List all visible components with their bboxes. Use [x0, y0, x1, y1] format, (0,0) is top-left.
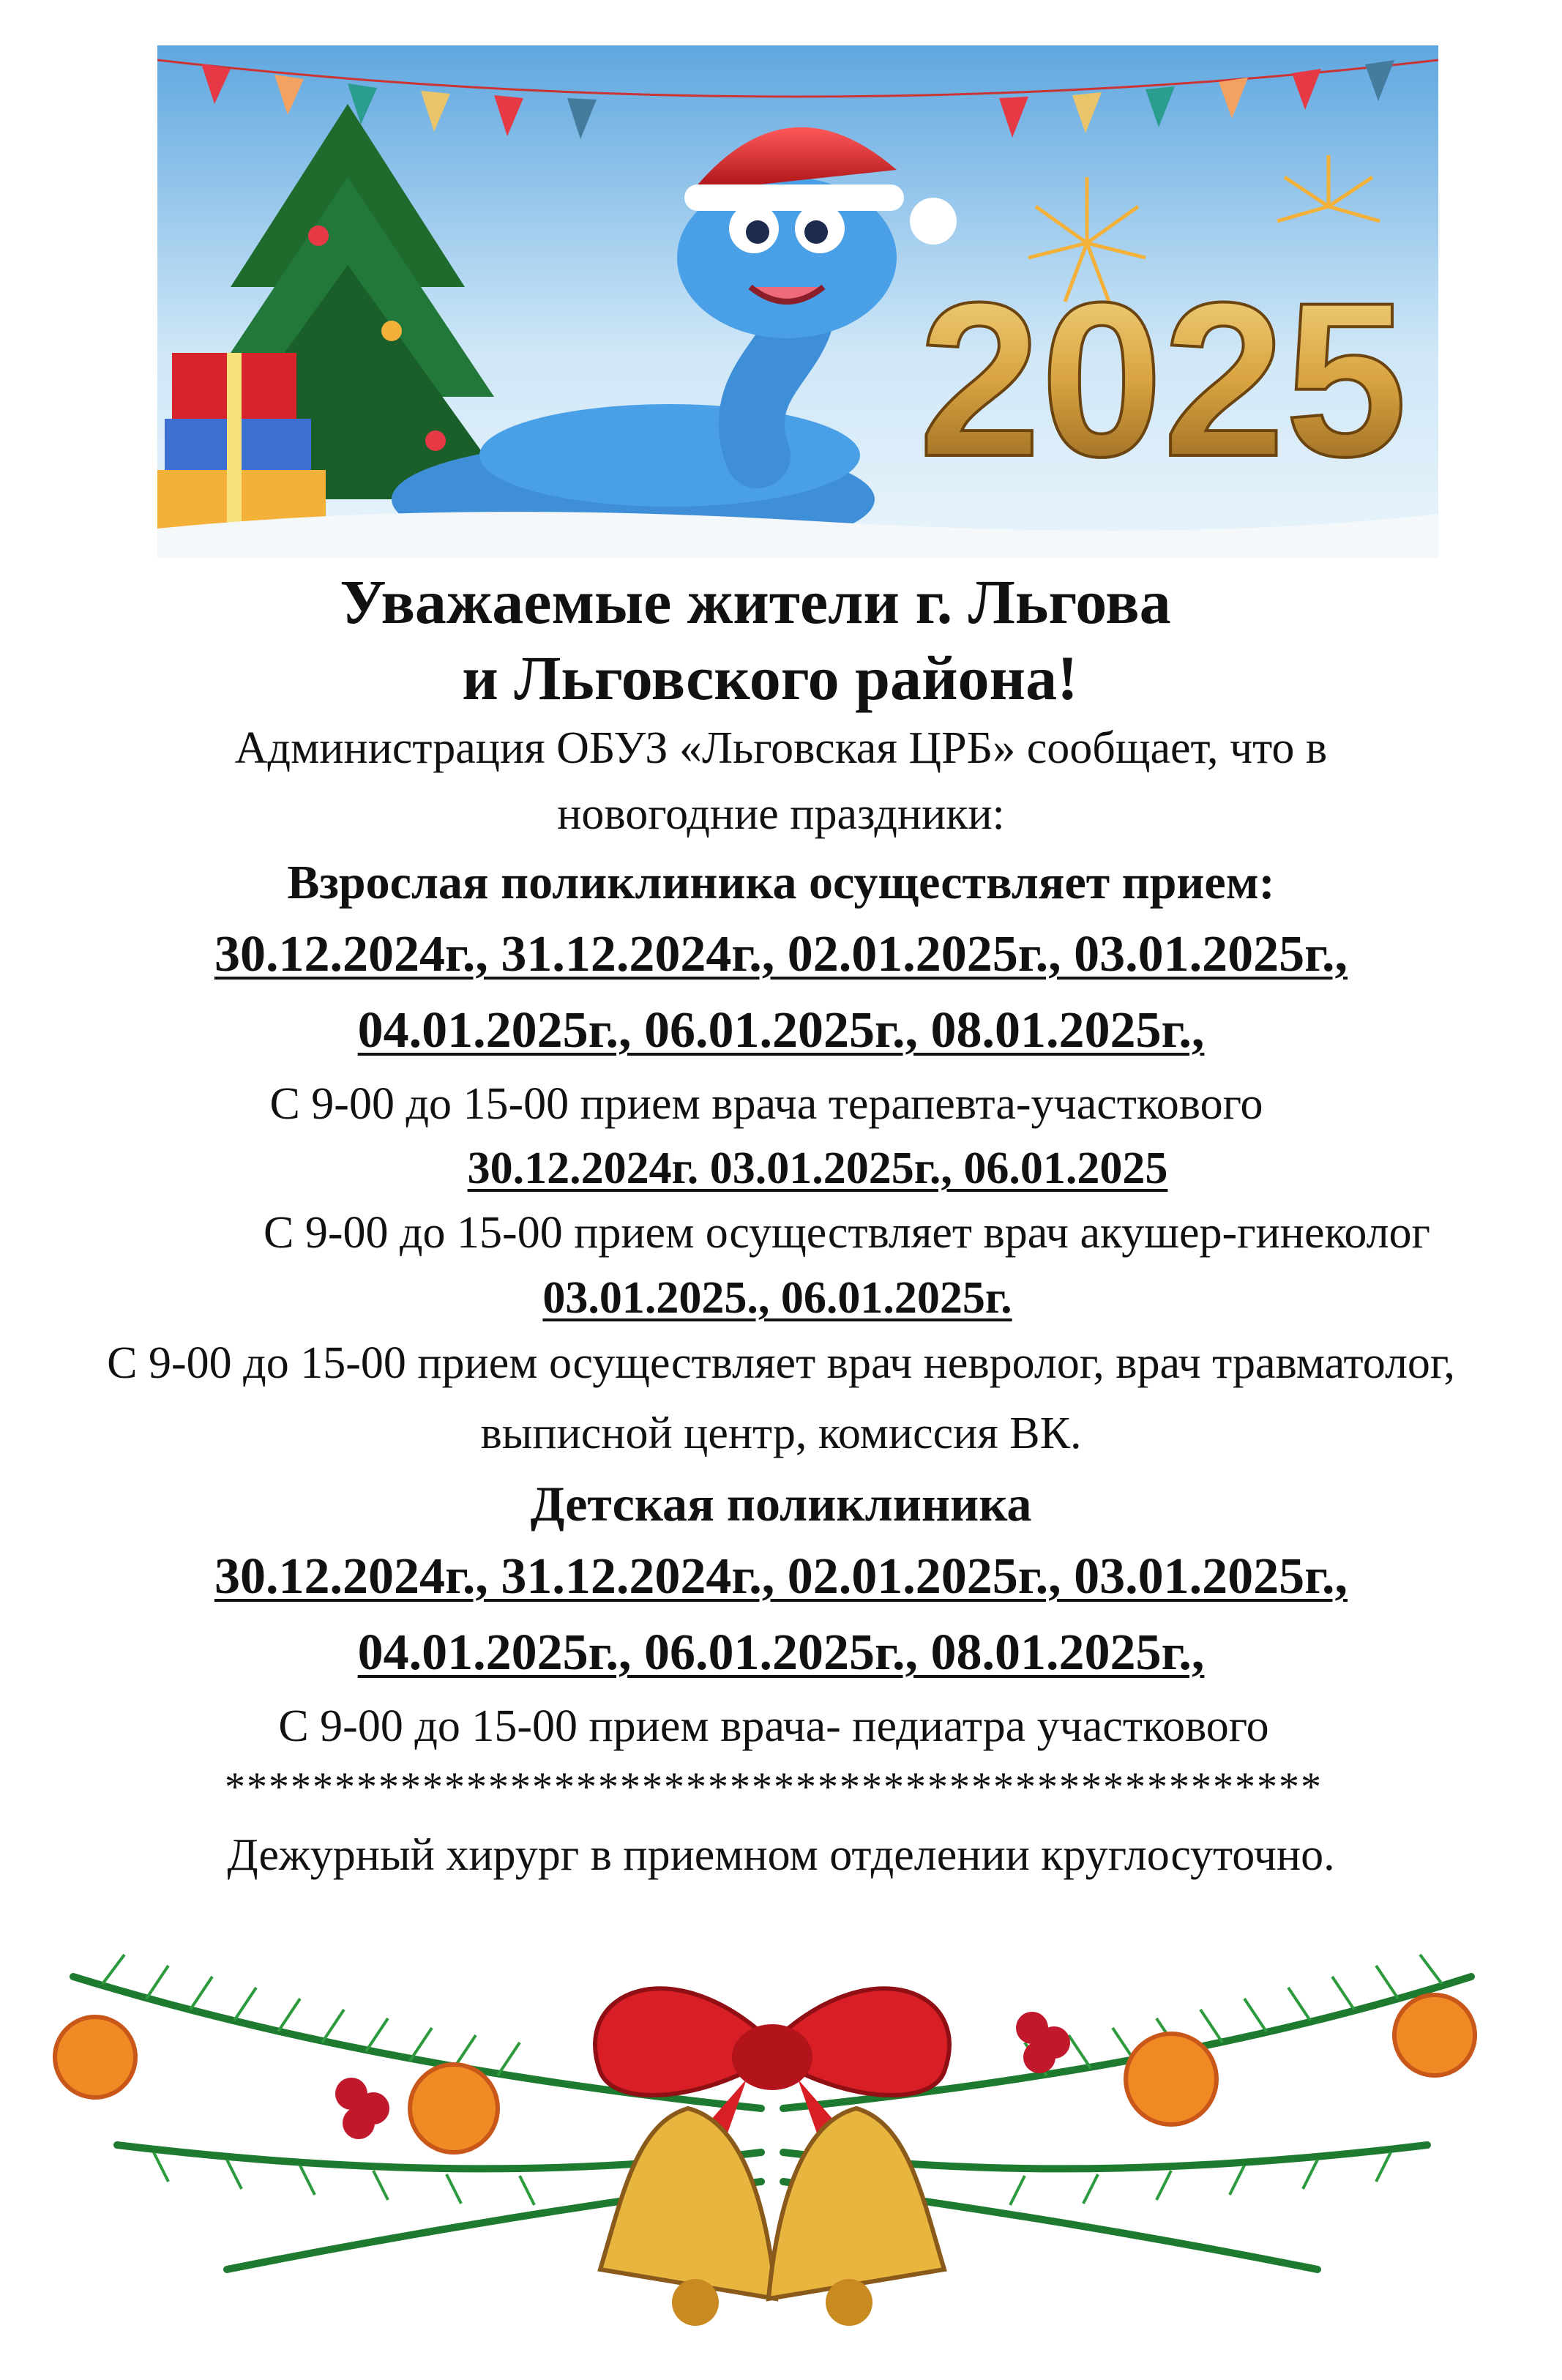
notice-text: [0, 564, 1562, 1890]
adult-dates-line-2: 04.01.2025г., 06.01.2025г., 08.01.2025г.,: [357, 1002, 1205, 1059]
child-dates-line-2: 04.01.2025г., 06.01.2025г., 08.01.2025г.,: [357, 1624, 1205, 1681]
intro-line-1: Администрация ОБУЗ «Льговская ЦРБ» сообщает, что в: [234, 723, 1328, 773]
pine-branches-icon: [73, 1977, 1471, 2269]
adult-dates-line-1: 30.12.2024г., 31.12.2024г., 02.01.2025г., 03.01.2025г.,: [214, 926, 1348, 982]
therapist-schedule: С 9-00 до 15-00 прием врача терапевта-участкового: [269, 1079, 1263, 1129]
golden-bells-icon: [600, 2108, 944, 2326]
garland-illustration: [44, 1889, 1501, 2357]
title-line-1: Уважаемые жители г. Льгова: [340, 567, 1171, 637]
title-line-2: и Льговского района!: [462, 643, 1078, 713]
adult-clinic-heading: Взрослая поликлиника осуществляет прием:: [287, 856, 1275, 909]
neurologist-schedule-line-1: С 9-00 до 15-00 прием осуществляет врач невролог, врач травматолог,: [107, 1338, 1455, 1388]
child-clinic-heading: Детская поликлиника: [530, 1476, 1032, 1532]
neurologist-schedule-line-2: выписной центр, комиссия ВК.: [480, 1409, 1082, 1458]
new-year-banner: [157, 45, 1438, 558]
child-dates-line-1: 30.12.2024г., 31.12.2024г., 02.01.2025г., 03.01.2025г.,: [214, 1548, 1348, 1605]
gynecologist-schedule: С 9-00 до 15-00 прием осуществляет врач акушер-гинеколог: [264, 1208, 1430, 1258]
gynecologist-dates: 30.12.2024г. 03.01.2025г., 06.01.2025: [467, 1144, 1168, 1193]
surgeon-notice: Дежурный хирург в приемном отделении круглосуточно.: [227, 1830, 1335, 1880]
banner-illustration: [157, 45, 1438, 558]
year-2025-text: [919, 256, 1407, 502]
year-digits: 2025: [919, 256, 1408, 502]
pediatrician-schedule: С 9-00 до 15-00 прием врача- педиатра участкового: [278, 1701, 1269, 1751]
neurologist-dates: 03.01.2025., 06.01.2025г.: [542, 1273, 1012, 1323]
intro-line-2: новогодние праздники:: [557, 789, 1005, 839]
garland-decoration: [44, 1889, 1501, 2357]
star-separator: **************************************************: [225, 1764, 1323, 1810]
